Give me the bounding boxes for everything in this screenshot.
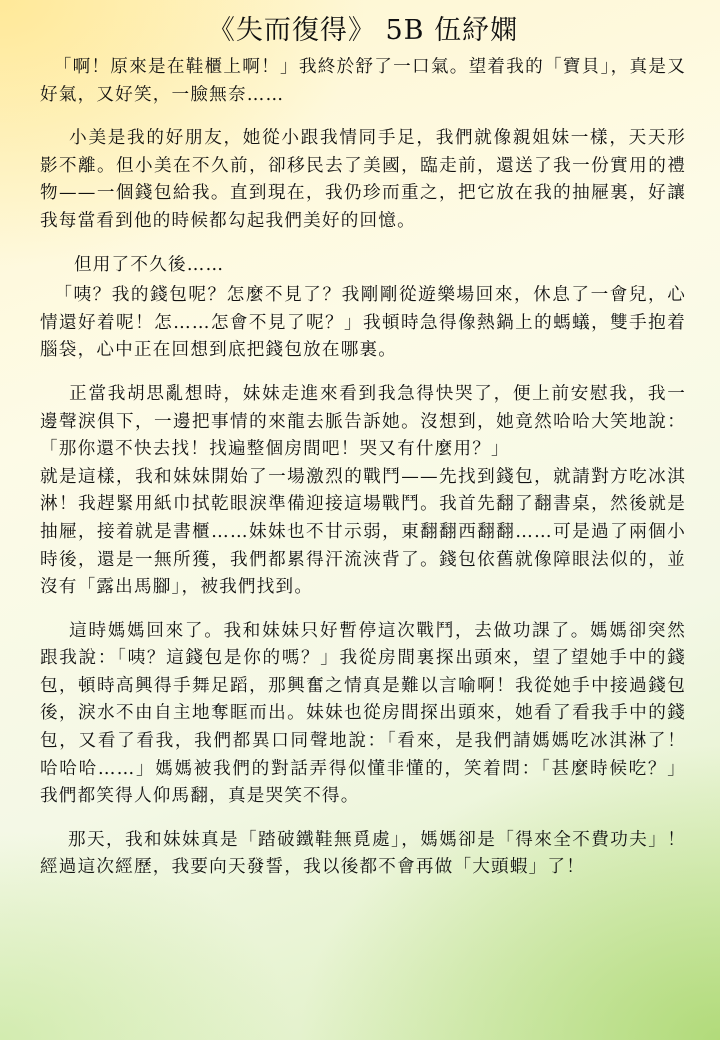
spacer bbox=[40, 236, 686, 252]
essay-page bbox=[40, 14, 686, 882]
paragraph-8: 那天，我和妹妹真是「踏破鐵鞋無覓處」，媽媽卻是「得來全不費功夫」！經過這次經歷，我要向天發誓，我以後都不會再做「大頭蝦」了！ bbox=[40, 829, 686, 878]
paragraph-2: 小美是我的好朋友，她從小跟我情同手足，我們就像親姐妹一樣，天天形影不離。但小美在不久前，卻移民去了美國，臨走前，還送了我一份實用的禮物——一個錢包給我。直到現在，我仍珍而重之，把它放在我的抽屜裏，好讓我每當看到他的時候都勾起我們美好的回憶。 bbox=[40, 128, 687, 231]
paragraph-5: 正當我胡思亂想時，妹妹走進來看到我急得快哭了，便上前安慰我，我一邊聲淚俱下，一邊把事情的來龍去脈告訴她。沒想到，她竟然哈哈大笑地說：「那你還不快去找！找遍整個房間吧！哭又有什麼用？」 bbox=[40, 383, 687, 460]
paragraph-7: 這時媽媽回來了。我和妹妹只好暫停這次戰鬥，去做功課了。媽媽卻突然跟我說：「咦？這錢包是你的嗎？」我從房間裏探出頭來，望了望她手中的錢包，頓時高興得手舞足蹈，那興奮之情真是難以言喻啊！我從她手中接過錢包後，淚水不由自主地奪眶而出。妹妹也從房間探出頭來，她看了看我手中的錢包，又看了看我，我們都異口同聲地說：「看來，是我們請媽媽吃冰淇淋了！哈哈哈……」媽媽被我們的對話弄得似懂非懂的，笑着問：「甚麼時候吃？」我們都笑得人仰馬翻，真是哭笑不得。 bbox=[40, 620, 687, 807]
spacer bbox=[40, 365, 686, 381]
paragraph-3: 但用了不久後…… bbox=[40, 254, 225, 275]
spacer bbox=[40, 811, 686, 827]
essay-title: 《失而復得》 5B 伍紓嫻 bbox=[207, 15, 519, 46]
spacer bbox=[40, 109, 686, 125]
paragraph-1: 「啊！原來是在鞋櫃上啊！」我終於舒了一口氣。望着我的「寶貝」，真是又好氣，又好笑，一臉無奈…… bbox=[40, 57, 686, 105]
paragraph-6: 就是這樣，我和妹妹開始了一場激烈的戰鬥——先找到錢包，就請對方吃冰淇淋！我趕緊用紙巾拭乾眼淚準備迎接這場戰鬥。我首先翻了翻書桌，然後就是抽屜，接着就是書櫃……妹妹也不甘示弱，東翻翻西翻翻……可是過了兩個小時後，還是一無所獲，我們都累得汗流浹背了。錢包依舊就像障眼法似的，並沒有「露出馬腳」，被我們找到。 bbox=[40, 466, 686, 598]
paragraph-4: 「咦？我的錢包呢？怎麼不見了？我剛剛從遊樂場回來，休息了一會兒，心情還好着呢！怎……怎會不見了呢？」我頓時急得像熱鍋上的螞蟻，雙手抱着腦袋，心中正在回想到底把錢包放在哪裏。 bbox=[40, 285, 686, 361]
spacer bbox=[40, 602, 686, 618]
